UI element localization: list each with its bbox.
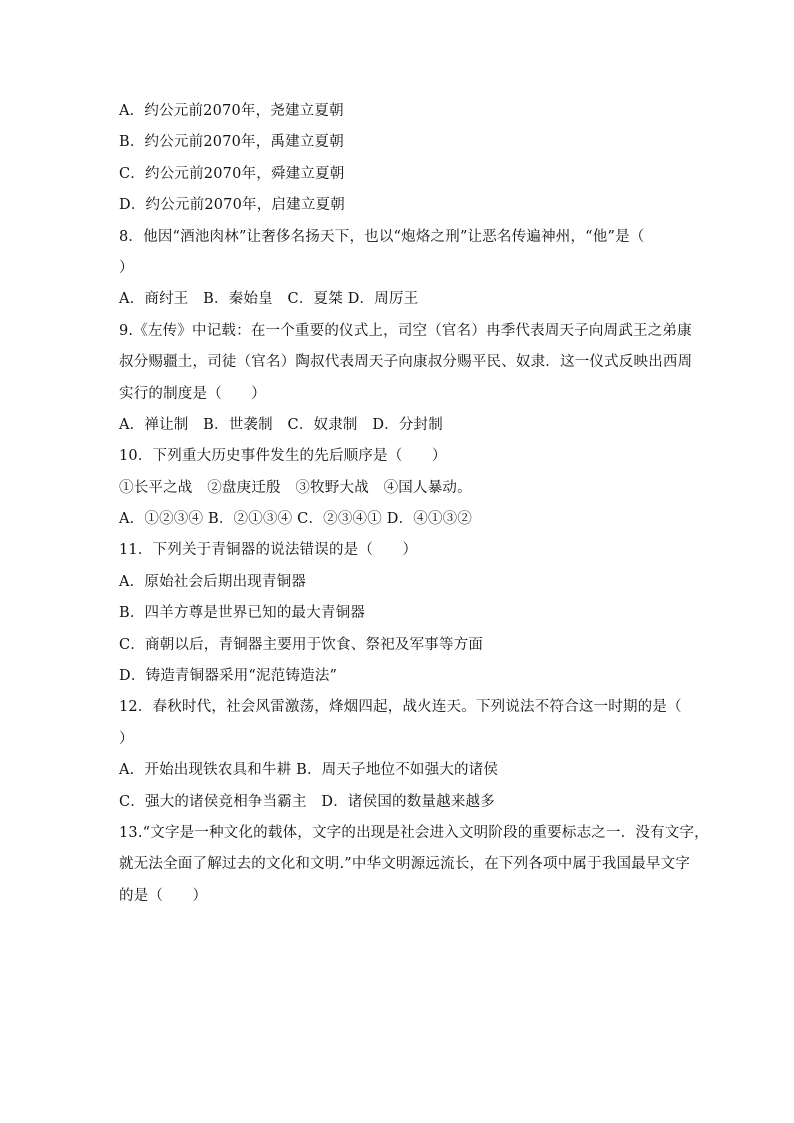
q12-stem-line-2: ） — [119, 730, 134, 747]
q7-option-d: D．约公元前2070年，启建立夏朝 — [119, 197, 345, 214]
q8-stem-line-2: ） — [119, 259, 134, 276]
q9-stem-line-3: 实行的制度是（ ） — [119, 385, 266, 402]
q10-stem: 10．下列重大历史事件发生的先后顺序是（ ） — [119, 448, 447, 465]
q12-options-ab: A．开始出现铁农具和牛耕 B．周天子地位不如强大的诸侯 — [119, 762, 499, 779]
q13-stem-line-3: 的是（ ） — [119, 887, 208, 904]
q8-options: A．商纣王 B．秦始皇 C．夏桀 D．周厉王 — [119, 291, 419, 308]
q10-options: A．①②③④ B．②①③④ C．②③④① D．④①③② — [119, 511, 473, 528]
q11-option-a: A．原始社会后期出现青铜器 — [119, 573, 307, 590]
q9-stem-line-2: 叔分赐疆土，司徒（官名）陶叔代表周天子向康叔分赐平民、奴隶．这一仪式反映出西周 — [119, 354, 693, 371]
q12-options-cd: C．强大的诸侯竞相争当霸主 D．诸侯国的数量越来越多 — [119, 793, 495, 810]
q8-stem-line-1: 8．他因“酒池肉林”让奢侈名扬天下，也以“炮烙之刑”让恶名传遍神州，“他”是（ — [119, 228, 645, 245]
q9-stem-line-1: 9.《左传》中记载：在一个重要的仪式上，司空（官名）冉季代表周天子向周武王之弟康 — [119, 322, 692, 339]
exam-page — [119, 96, 709, 912]
q11-option-b: B．四羊方尊是世界已知的最大青铜器 — [119, 605, 366, 622]
q12-stem-line-1: 12．春秋时代，社会风雷激荡，烽烟四起，战火连天。下列说法不符合这一时期的是（ — [119, 699, 682, 716]
q7-option-b: B．约公元前2070年，禹建立夏朝 — [119, 134, 344, 151]
q7-option-c: C．约公元前2070年，舜建立夏朝 — [119, 165, 345, 182]
q11-option-c: C．商朝以后，青铜器主要用于饮食、祭祀及军事等方面 — [119, 636, 484, 653]
q9-options: A．禅让制 B．世袭制 C．奴隶制 D．分封制 — [119, 416, 443, 433]
q13-stem-line-1: 13.“文字是一种文化的载体，文字的出现是社会进入文明阶段的重要标志之一．没有文字， — [119, 824, 709, 841]
q7-option-a: A．约公元前2070年，尧建立夏朝 — [119, 103, 344, 119]
q11-option-d: D．铸造青铜器采用“泥范铸造法” — [119, 668, 338, 685]
q13-stem-line-2: 就无法全面了解过去的文化和文明.”中华文明源远流长，在下列各项中属于我国最早文字 — [119, 856, 691, 873]
q11-stem: 11．下列关于青铜器的说法错误的是（ ） — [119, 542, 418, 559]
q10-events: ①长平之战 ②盘庚迁殷 ③牧野大战 ④国人暴动。 — [119, 479, 472, 496]
